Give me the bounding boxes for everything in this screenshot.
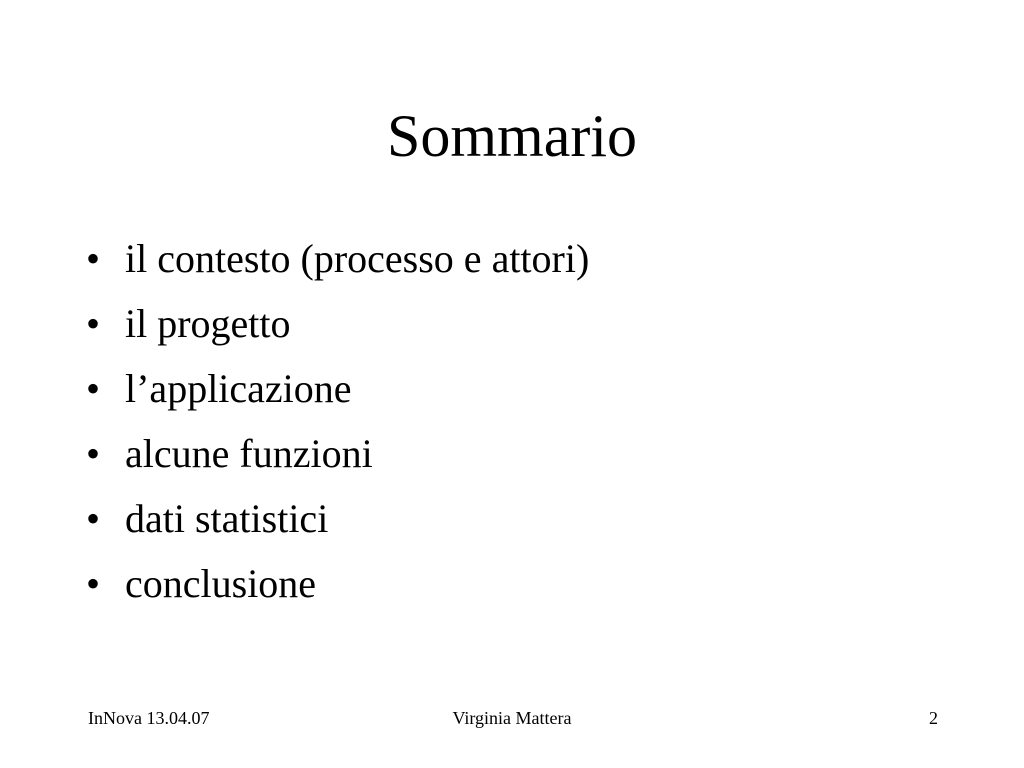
bullet-item-contesto [86,226,589,291]
bullet-text: dati statistici [125,496,329,541]
bullet-icon: • [86,496,101,541]
bullet-text: il contesto (processo e attori) [125,236,590,281]
bullet-text: il progetto [125,301,291,346]
footer-event-date: InNova 13.04.07 [88,708,210,728]
bullet-icon: • [86,561,101,606]
slide-title: Sommario [387,103,637,169]
bullet-list [86,226,589,616]
bullet-item-funzioni [86,421,589,486]
footer-page-number: 2 [929,708,938,728]
bullet-icon: • [86,301,101,346]
bullet-icon: • [86,236,101,281]
bullet-text: conclusione [125,561,317,606]
footer-author: Virginia Mattera [452,708,572,728]
bullet-item-conclusione [86,551,589,616]
bullet-item-progetto [86,291,589,356]
bullet-icon: • [86,366,101,411]
bullet-text: alcune funzioni [125,431,373,476]
bullet-text: l’applicazione [125,366,352,411]
bullet-item-applicazione [86,356,589,421]
bullet-icon: • [86,431,101,476]
bullet-item-dati-statistici [86,486,589,551]
